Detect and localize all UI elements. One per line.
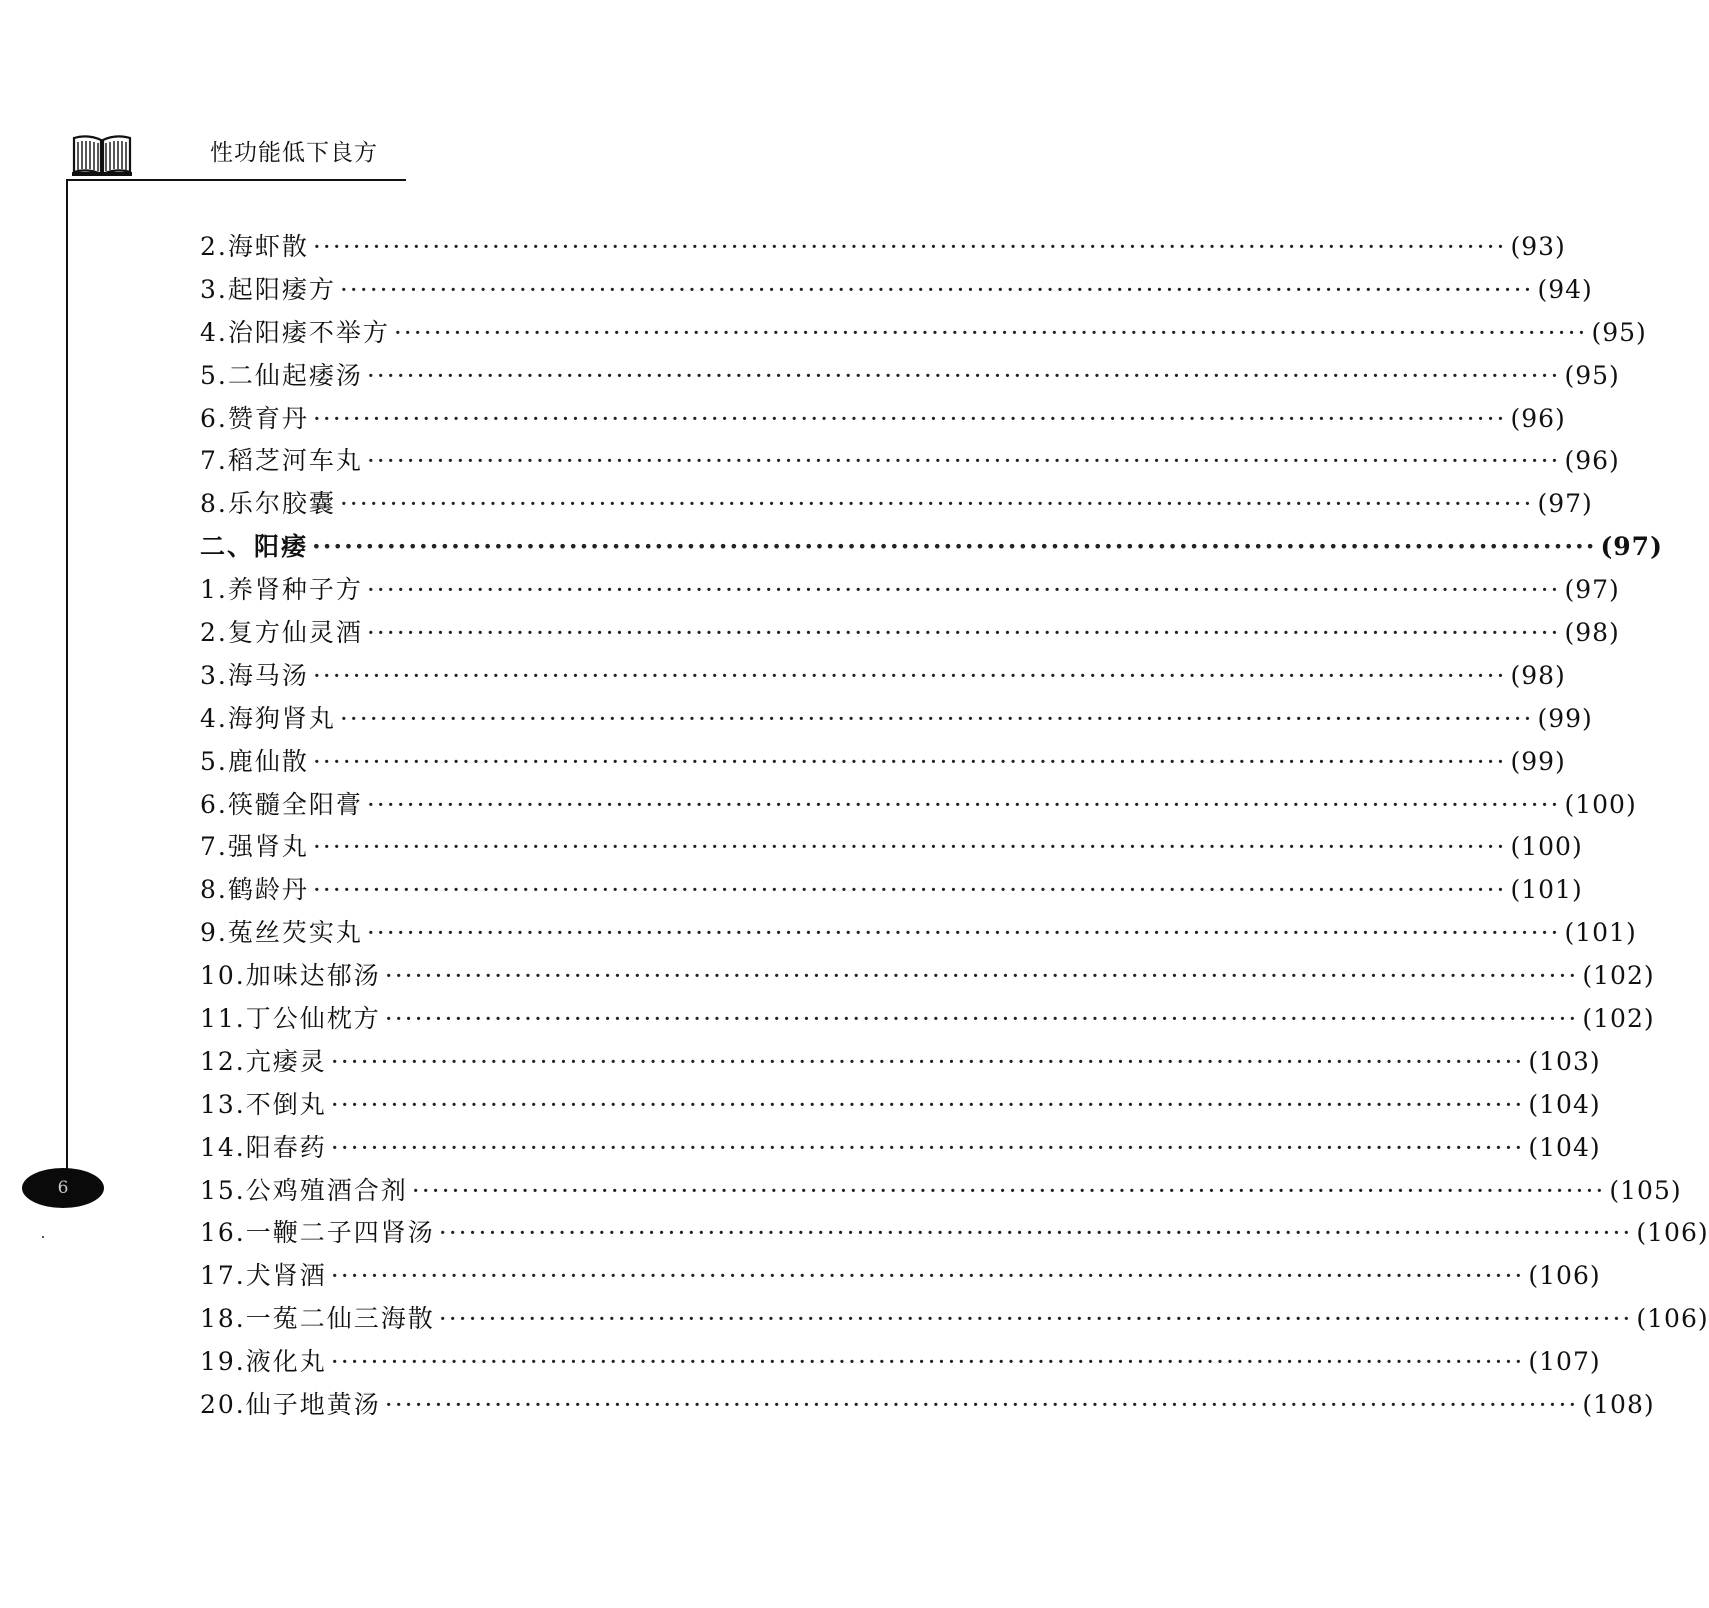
toc-entry [200, 1298, 1709, 1341]
toc-entry-title: 10.加味达郁汤 [200, 961, 381, 991]
toc-entry-title: 12.亢痿灵 [200, 1046, 327, 1076]
toc-entry [200, 312, 1647, 355]
toc-entry-title: 11.丁公仙枕方 [200, 1004, 381, 1034]
toc-page-number: (96) [1564, 446, 1620, 476]
toc-entry [200, 440, 1620, 483]
dot-leader: ························································································································ [339, 274, 1534, 304]
dot-leader: ························································································································ [384, 961, 1579, 991]
toc-page-number: (99) [1510, 746, 1566, 776]
dot-leader: ························································································································ [366, 918, 1561, 948]
toc-entry [200, 998, 1655, 1041]
toc-entry-title: 8.乐尔胶囊 [200, 489, 336, 519]
dot-leader: ························································································································ [312, 232, 1507, 261]
toc-entry [200, 912, 1637, 955]
dot-leader: ························································································································ [312, 660, 1507, 690]
dot-leader: ························································································································ [366, 446, 1561, 476]
toc-entry [200, 1084, 1601, 1127]
toc-page-number: (104) [1528, 1132, 1601, 1162]
dot-leader: ························································································································ [330, 1046, 1525, 1076]
dot-leader: ························································································································ [312, 746, 1507, 776]
page-number-badge: 6 [22, 1168, 104, 1208]
toc-entry-title: 二、阳痿 [200, 532, 309, 562]
toc-page-number: (93) [1510, 232, 1566, 261]
dot-leader: ························································································································ [330, 1132, 1525, 1162]
toc-page-number: (97) [1537, 489, 1593, 519]
dot-leader: ························································································································ [312, 532, 1597, 562]
toc-entry-title: 9.菟丝芡实丸 [200, 918, 363, 948]
toc-page-number: (100) [1510, 832, 1583, 862]
margin-rule [66, 179, 68, 1179]
toc-entry-title: 2.复方仙灵酒 [200, 618, 363, 648]
toc-page-number: (95) [1564, 360, 1620, 390]
dot-leader: ························································································································ [438, 1218, 1633, 1248]
toc-page-number: (103) [1528, 1046, 1601, 1076]
toc-entry [200, 1255, 1601, 1298]
toc-entry [200, 869, 1583, 912]
toc-page-number: (106) [1528, 1261, 1601, 1291]
toc-page-number: (105) [1609, 1175, 1682, 1205]
open-book-icon [70, 132, 134, 178]
toc-page-number: (106) [1636, 1304, 1709, 1334]
toc-entry [200, 826, 1583, 869]
toc-entry [200, 784, 1637, 827]
toc-entry [200, 1170, 1682, 1213]
dot-leader: ························································································································ [384, 1004, 1579, 1034]
toc-entry-title: 13.不倒丸 [200, 1089, 327, 1119]
toc-entry-title: 3.海马汤 [200, 660, 309, 690]
toc-page-number: (102) [1582, 961, 1655, 991]
toc-entry-title: 18.一菟二仙三海散 [200, 1304, 435, 1334]
toc-entry [200, 955, 1655, 998]
dot-leader: ························································································································ [339, 489, 1534, 519]
dot-leader: ························································································································ [384, 1390, 1579, 1420]
toc-entry-title: 4.治阳痿不举方 [200, 317, 390, 347]
toc-entry-title: 8.鹤龄丹 [200, 875, 309, 905]
toc-entry [200, 655, 1566, 698]
toc-entry-title: 5.二仙起痿汤 [200, 360, 363, 390]
toc-entry [200, 355, 1620, 398]
toc-entry-title: 4.海狗肾丸 [200, 703, 336, 733]
dot-leader: ························································································································ [366, 789, 1561, 819]
dot-leader: ························································································································ [366, 618, 1561, 648]
toc-entry-title: 7.强肾丸 [200, 832, 309, 862]
toc-entry [200, 398, 1566, 441]
toc-page-number: (101) [1564, 918, 1637, 948]
running-header-title: 性功能低下良方 [210, 140, 378, 166]
toc-entry [200, 269, 1593, 312]
toc-entry-title: 19.液化丸 [200, 1347, 327, 1377]
toc-entry [200, 569, 1620, 612]
dot-leader: ························································································································ [330, 1261, 1525, 1291]
toc-entry [200, 741, 1566, 784]
toc-page-number: (107) [1528, 1347, 1601, 1377]
toc-entry [200, 612, 1620, 655]
toc-entry-title: 5.鹿仙散 [200, 746, 309, 776]
toc-entry [200, 1212, 1709, 1255]
toc-entry-title: 16.一鞭二子四肾汤 [200, 1218, 435, 1248]
dot-leader: ························································································································ [312, 403, 1507, 433]
toc-page-number: (100) [1564, 789, 1637, 819]
dot-leader: ························································································································ [312, 832, 1507, 862]
toc-entry-title: 15.公鸡殖酒合剂 [200, 1175, 408, 1205]
toc-page-number: (98) [1510, 660, 1566, 690]
dot-leader: ························································································································ [411, 1175, 1606, 1205]
toc-entry [200, 1041, 1601, 1084]
toc-entry [200, 698, 1593, 741]
dot-leader: ························································································································ [366, 575, 1561, 605]
dot-leader: ························································································································ [339, 703, 1534, 733]
toc-entry-title: 3.起阳痿方 [200, 274, 336, 304]
toc-entry-title: 20.仙子地黄汤 [200, 1390, 381, 1420]
toc-entry-title: 1.养肾种子方 [200, 575, 363, 605]
header-divider [66, 179, 406, 181]
toc-page-number: (97) [1600, 532, 1663, 562]
toc-page-number: (104) [1528, 1089, 1601, 1119]
toc-page-number: (108) [1582, 1390, 1655, 1420]
scan-speck [42, 1236, 44, 1238]
toc-entry [200, 1384, 1655, 1427]
toc-entry-title: 6.赞育丹 [200, 403, 309, 433]
toc-page-number: (96) [1510, 403, 1566, 433]
dot-leader: ························································································································ [330, 1089, 1525, 1119]
dot-leader: ························································································································ [330, 1347, 1525, 1377]
toc-entry-title: 17.犬肾酒 [200, 1261, 327, 1291]
toc-section-heading [200, 526, 1663, 569]
toc-page-number: (97) [1564, 575, 1620, 605]
toc-page-number: (101) [1510, 875, 1583, 905]
toc-page-number: (102) [1582, 1004, 1655, 1034]
toc-page-number: (106) [1636, 1218, 1709, 1248]
dot-leader: ························································································································ [366, 360, 1561, 390]
dot-leader: ························································································································ [312, 875, 1507, 905]
dot-leader: ························································································································ [438, 1304, 1633, 1334]
table-of-contents [200, 226, 1709, 1427]
toc-entry-title: 2.海虾散 [200, 232, 309, 261]
toc-entry-title: 6.筷髓全阳膏 [200, 789, 363, 819]
dot-leader: ························································································································ [393, 317, 1588, 347]
toc-page-number: (94) [1537, 274, 1593, 304]
toc-entry [200, 1127, 1601, 1170]
toc-entry-title: 7.稻芝河车丸 [200, 446, 363, 476]
toc-entry [200, 226, 1566, 269]
toc-page-number: (98) [1564, 618, 1620, 648]
toc-entry-title: 14.阳春药 [200, 1132, 327, 1162]
toc-entry [200, 483, 1593, 526]
toc-entry [200, 1341, 1601, 1384]
toc-page-number: (95) [1591, 317, 1647, 347]
toc-page-number: (99) [1537, 703, 1593, 733]
